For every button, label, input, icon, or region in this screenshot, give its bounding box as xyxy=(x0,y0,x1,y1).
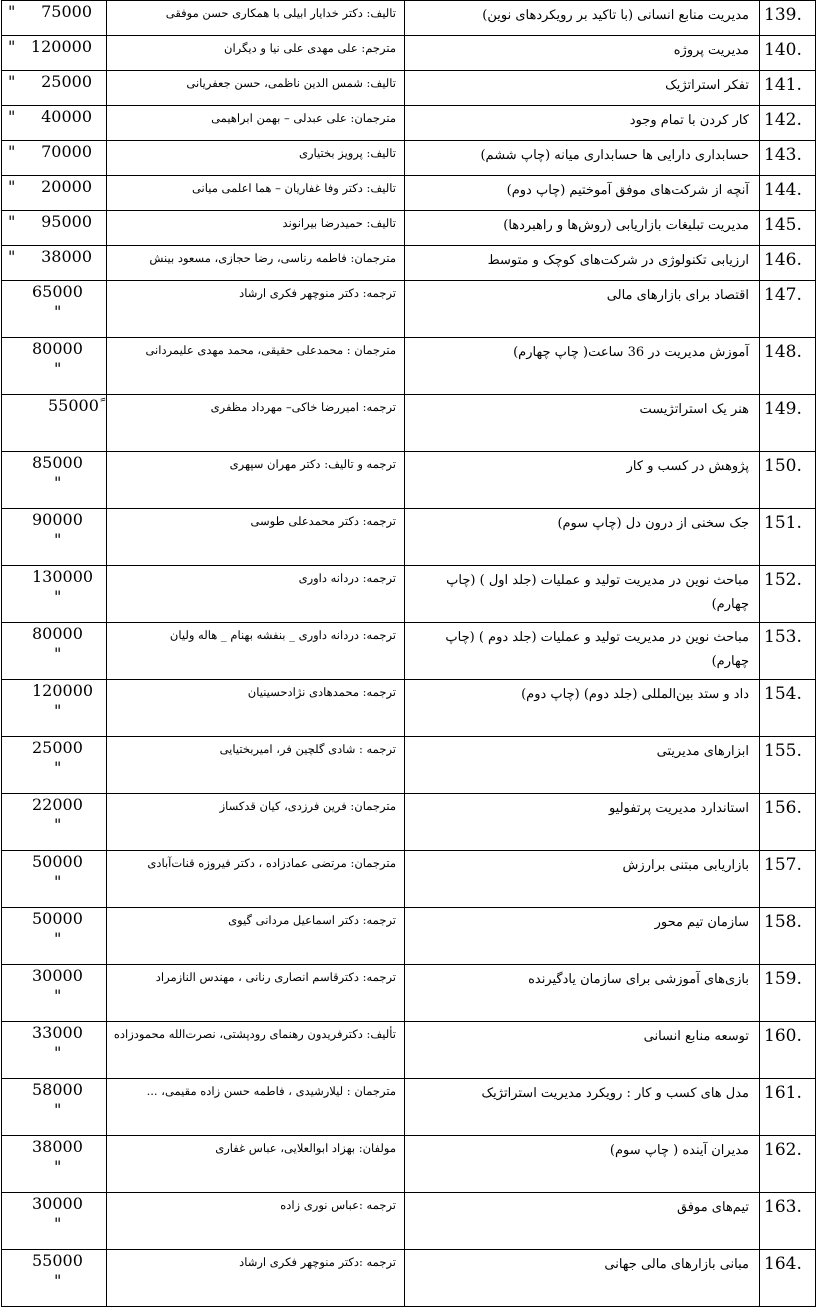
book-title: مدیریت تبلیغات بازاریابی (روش‌ها و راهبردها) xyxy=(405,211,760,246)
book-title: سازمان تیم محور xyxy=(405,908,760,965)
book-price-cell xyxy=(2,908,107,965)
book-title: تفکر استراتژیک xyxy=(405,71,760,106)
book-title: هنر یک استراتژیست xyxy=(405,395,760,452)
book-author: تالیف: شمس الدین ناظمی، حسن جعفریانی xyxy=(107,71,405,106)
row-number: .158 xyxy=(760,908,816,965)
ditto-mark: " xyxy=(8,212,16,231)
book-title: مدیریت منابع انسانی (با تاکید بر رویکردهای نوین) xyxy=(405,1,760,36)
ditto-mark: " xyxy=(54,1214,62,1233)
book-title: مباحث نوین در مدیریت تولید و عملیات (جلد اول ) (چاپ چهارم) xyxy=(405,566,760,623)
book-title: مبانی بازارهای مالی جهانی xyxy=(405,1250,760,1307)
book-title: تیم‌های موفق xyxy=(405,1193,760,1250)
table-row xyxy=(2,851,816,908)
table-row xyxy=(2,680,816,737)
price-value: 20000 xyxy=(41,177,92,196)
ditto-mark: " xyxy=(8,37,16,56)
ditto-mark: " xyxy=(8,177,16,196)
price-value: 75000 xyxy=(41,2,92,21)
ditto-mark: " xyxy=(54,644,62,663)
row-number: .161 xyxy=(760,1079,816,1136)
row-number: .156 xyxy=(760,794,816,851)
price-value: 85000 xyxy=(32,453,83,472)
row-number: .149 xyxy=(760,395,816,452)
table-row xyxy=(2,794,816,851)
row-number: .160 xyxy=(760,1022,816,1079)
ditto-mark: " xyxy=(8,107,16,126)
row-number: .140 xyxy=(760,36,816,71)
price-value: 95000 xyxy=(41,212,92,231)
book-price-cell xyxy=(2,211,107,246)
row-number: .148 xyxy=(760,338,816,395)
price-value: 80000 xyxy=(32,339,83,358)
price-value: 80000 xyxy=(32,624,83,643)
ditto-mark: " xyxy=(54,1100,62,1119)
book-author: ترجمه: دکترقاسم انصاری رنانی ، مهندس النازمراد xyxy=(107,965,405,1022)
book-price-cell xyxy=(2,452,107,509)
book-price-cell xyxy=(2,246,107,281)
table-row xyxy=(2,338,816,395)
book-author: ترجمه: دکتر منوچهر فکری ارشاد xyxy=(107,281,405,338)
table-row xyxy=(2,281,816,338)
book-title: مدیران آینده ( چاپ سوم) xyxy=(405,1136,760,1193)
table-row xyxy=(2,509,816,566)
price-value: 30000 xyxy=(32,966,83,985)
book-author: تالیف: دکتر وفا غفاریان – هما اعلمی میانی xyxy=(107,176,405,211)
row-number: .162 xyxy=(760,1136,816,1193)
book-price-cell xyxy=(2,794,107,851)
book-price-cell xyxy=(2,509,107,566)
table-row xyxy=(2,395,816,452)
ditto-mark: " xyxy=(54,302,62,321)
book-price-cell xyxy=(2,106,107,141)
book-price-cell xyxy=(2,1136,107,1193)
price-value: 40000 xyxy=(41,107,92,126)
book-author: ترجمه: دکتر محمدعلی طوسی xyxy=(107,509,405,566)
book-author: مترجمان: فاطمه رناسی، رضا حجازی، مسعود بینش xyxy=(107,246,405,281)
book-price-cell xyxy=(2,737,107,794)
book-title: جک سخنی از درون دل (چاپ سوم) xyxy=(405,509,760,566)
ditto-mark: " xyxy=(8,72,16,91)
price-value: 65000 xyxy=(32,282,83,301)
book-price-cell xyxy=(2,851,107,908)
table-row xyxy=(2,106,816,141)
row-number: .143 xyxy=(760,141,816,176)
row-number: .152 xyxy=(760,566,816,623)
price-value: 25000 xyxy=(32,738,83,757)
book-title: پژوهش در کسب و کار xyxy=(405,452,760,509)
book-price-cell xyxy=(2,1079,107,1136)
row-number: .144 xyxy=(760,176,816,211)
ditto-mark: " xyxy=(54,1271,62,1290)
row-number: .164 xyxy=(760,1250,816,1307)
row-number: .139 xyxy=(760,1,816,36)
row-number: .159 xyxy=(760,965,816,1022)
row-number: .155 xyxy=(760,737,816,794)
ditto-mark: " xyxy=(54,872,62,891)
table-row xyxy=(2,908,816,965)
ditto-mark: " xyxy=(54,929,62,948)
book-price-cell xyxy=(2,36,107,71)
book-title: بازی‌های آموزشی برای سازمان یادگیرنده xyxy=(405,965,760,1022)
row-number: .147 xyxy=(760,281,816,338)
book-author: ترجمه: دکتر اسماعیل مردانی گیوی xyxy=(107,908,405,965)
book-price-cell xyxy=(2,1250,107,1307)
table-row xyxy=(2,36,816,71)
book-title: ابزارهای مدیریتی xyxy=(405,737,760,794)
book-author: مترجمان : لیلارشیدی ، فاطمه حسن زاده مقیمی، ... xyxy=(107,1079,405,1136)
book-title: آنچه از شرکت‌های موفق آموختیم (چاپ دوم) xyxy=(405,176,760,211)
table-row xyxy=(2,71,816,106)
row-number: .146 xyxy=(760,246,816,281)
table-row xyxy=(2,623,816,680)
ditto-mark: " xyxy=(8,247,16,266)
book-price-cell xyxy=(2,395,107,452)
price-value: 38000 xyxy=(32,1137,83,1156)
book-title: ارزیابی تکنولوژی در شرکت‌های کوچک و متوسط xyxy=(405,246,760,281)
book-author: مترجمان : محمدعلی حقیقی، محمد مهدی علیمردانی xyxy=(107,338,405,395)
book-author: تالیف: دکتر خدایار ابیلی با همکاری حسن موفقی xyxy=(107,1,405,36)
book-title: مباحث نوین در مدیریت تولید و عملیات (جلد دوم ) (چاپ چهارم) xyxy=(405,623,760,680)
book-title: کار کردن با تمام وجود xyxy=(405,106,760,141)
ditto-mark: " xyxy=(54,530,62,549)
book-price-table xyxy=(1,0,816,1307)
book-price-cell xyxy=(2,176,107,211)
book-price-cell xyxy=(2,338,107,395)
book-title: استاندارد مدیریت پرتفولیو xyxy=(405,794,760,851)
book-author: ترجمه :عباس نوری زاده xyxy=(107,1193,405,1250)
price-value: 22000 xyxy=(32,795,83,814)
row-number: .150 xyxy=(760,452,816,509)
price-value: 58000 xyxy=(32,1080,83,1099)
table-row xyxy=(2,1250,816,1307)
ditto-mark: " xyxy=(54,758,62,777)
book-author: ترجمه و تالیف: دکتر مهران سپهری xyxy=(107,452,405,509)
table-row xyxy=(2,737,816,794)
table-row xyxy=(2,1136,816,1193)
table-row xyxy=(2,1022,816,1079)
book-price-cell xyxy=(2,71,107,106)
price-value: 120000 xyxy=(30,37,92,56)
book-title: اقتصاد برای بازارهای مالی xyxy=(405,281,760,338)
table-row xyxy=(2,566,816,623)
book-title: حسابداری دارایی ها حسابداری میانه (چاپ ششم) xyxy=(405,141,760,176)
book-author: تالیف: پرویز بختیاری xyxy=(107,141,405,176)
table-row xyxy=(2,1079,816,1136)
price-value: 25000 xyxy=(41,72,92,91)
price-value: 70000 xyxy=(41,142,92,161)
book-price-cell xyxy=(2,965,107,1022)
book-title: آموزش مدیریت در 36 ساعت( چاپ چهارم) xyxy=(405,338,760,395)
book-author: تألیف: دکترفریدون رهنمای رودپشتی، نصرت‌الله محمودزاده xyxy=(107,1022,405,1079)
table-row xyxy=(2,211,816,246)
book-title: توسعه منابع انسانی xyxy=(405,1022,760,1079)
row-number: .142 xyxy=(760,106,816,141)
book-author: مترجمان: مرتضی عمادزاده ، دکتر فیروزه قنات‌آبادی xyxy=(107,851,405,908)
book-price-cell xyxy=(2,623,107,680)
book-table-body xyxy=(2,1,816,1307)
ditto-mark: " xyxy=(54,986,62,1005)
book-price-cell xyxy=(2,1022,107,1079)
book-author: ترجمه :دکتر منوچهر فکری ارشاد xyxy=(107,1250,405,1307)
ditto-mark: " xyxy=(54,1157,62,1176)
row-number: .163 xyxy=(760,1193,816,1250)
row-number: .151 xyxy=(760,509,816,566)
table-row xyxy=(2,176,816,211)
row-number: .145 xyxy=(760,211,816,246)
price-value: 38000 xyxy=(41,247,92,266)
row-number: .157 xyxy=(760,851,816,908)
ditto-mark: " xyxy=(54,701,62,720)
book-title: داد و ستد بین‌المللی (جلد دوم) (چاپ دوم) xyxy=(405,680,760,737)
book-price-cell xyxy=(2,141,107,176)
book-price-cell xyxy=(2,566,107,623)
ditto-mark: " xyxy=(54,1043,62,1062)
ditto-mark: " xyxy=(54,359,62,378)
price-value: 55000 xyxy=(48,396,99,415)
price-value: 120000 xyxy=(32,681,94,700)
book-author: ترجمه: دردانه داوری _ بنفشه بهنام _ هاله ولیان xyxy=(107,623,405,680)
table-row xyxy=(2,141,816,176)
price-value: 50000 xyxy=(32,852,83,871)
book-price-cell xyxy=(2,1,107,36)
book-price-cell xyxy=(2,680,107,737)
book-author: ترجمه: محمدهادی نژادحسینیان xyxy=(107,680,405,737)
book-author: ترجمه: دردانه داوری xyxy=(107,566,405,623)
book-author: مترجمان: فرین فرزدی، کیان قدکساز xyxy=(107,794,405,851)
price-value: 130000 xyxy=(32,567,94,586)
book-author: تالیف: حمیدرضا بیرانوند xyxy=(107,211,405,246)
price-value: 90000 xyxy=(32,510,83,529)
row-number: .154 xyxy=(760,680,816,737)
book-author: مولفان: بهزاد ابوالعلایی، عباس غفاری xyxy=(107,1136,405,1193)
book-author: مترجم: علی مهدی علی نیا و دیگران xyxy=(107,36,405,71)
book-author: ترجمه: امیررضا خاکی– مهرداد مظفری xyxy=(107,395,405,452)
book-title: مدل های کسب و کار : رویکرد مدیریت استراتژیک xyxy=(405,1079,760,1136)
book-title: بازاریابی مبتنی برارزش xyxy=(405,851,760,908)
row-number: .141 xyxy=(760,71,816,106)
row-number: .153 xyxy=(760,623,816,680)
ditto-mark: " xyxy=(54,587,62,606)
ditto-mark: " xyxy=(8,2,16,21)
ditto-mark: " xyxy=(54,473,62,492)
price-value: 33000 xyxy=(32,1023,83,1042)
book-title: مدیریت پروژه xyxy=(405,36,760,71)
price-value: 30000 xyxy=(32,1194,83,1213)
table-row xyxy=(2,1193,816,1250)
table-row xyxy=(2,246,816,281)
book-author: مترجمان: علی عبدلی – بهمن ابراهیمی xyxy=(107,106,405,141)
price-value: 50000 xyxy=(32,909,83,928)
book-author: ترجمه : شادی گلچین فر، امیربختیایی xyxy=(107,737,405,794)
table-row xyxy=(2,1,816,36)
ditto-mark: " xyxy=(54,815,62,834)
book-price-cell xyxy=(2,281,107,338)
book-price-cell xyxy=(2,1193,107,1250)
ditto-mark: " xyxy=(8,142,16,161)
price-value: 55000 xyxy=(32,1251,83,1270)
table-row xyxy=(2,452,816,509)
table-row xyxy=(2,965,816,1022)
